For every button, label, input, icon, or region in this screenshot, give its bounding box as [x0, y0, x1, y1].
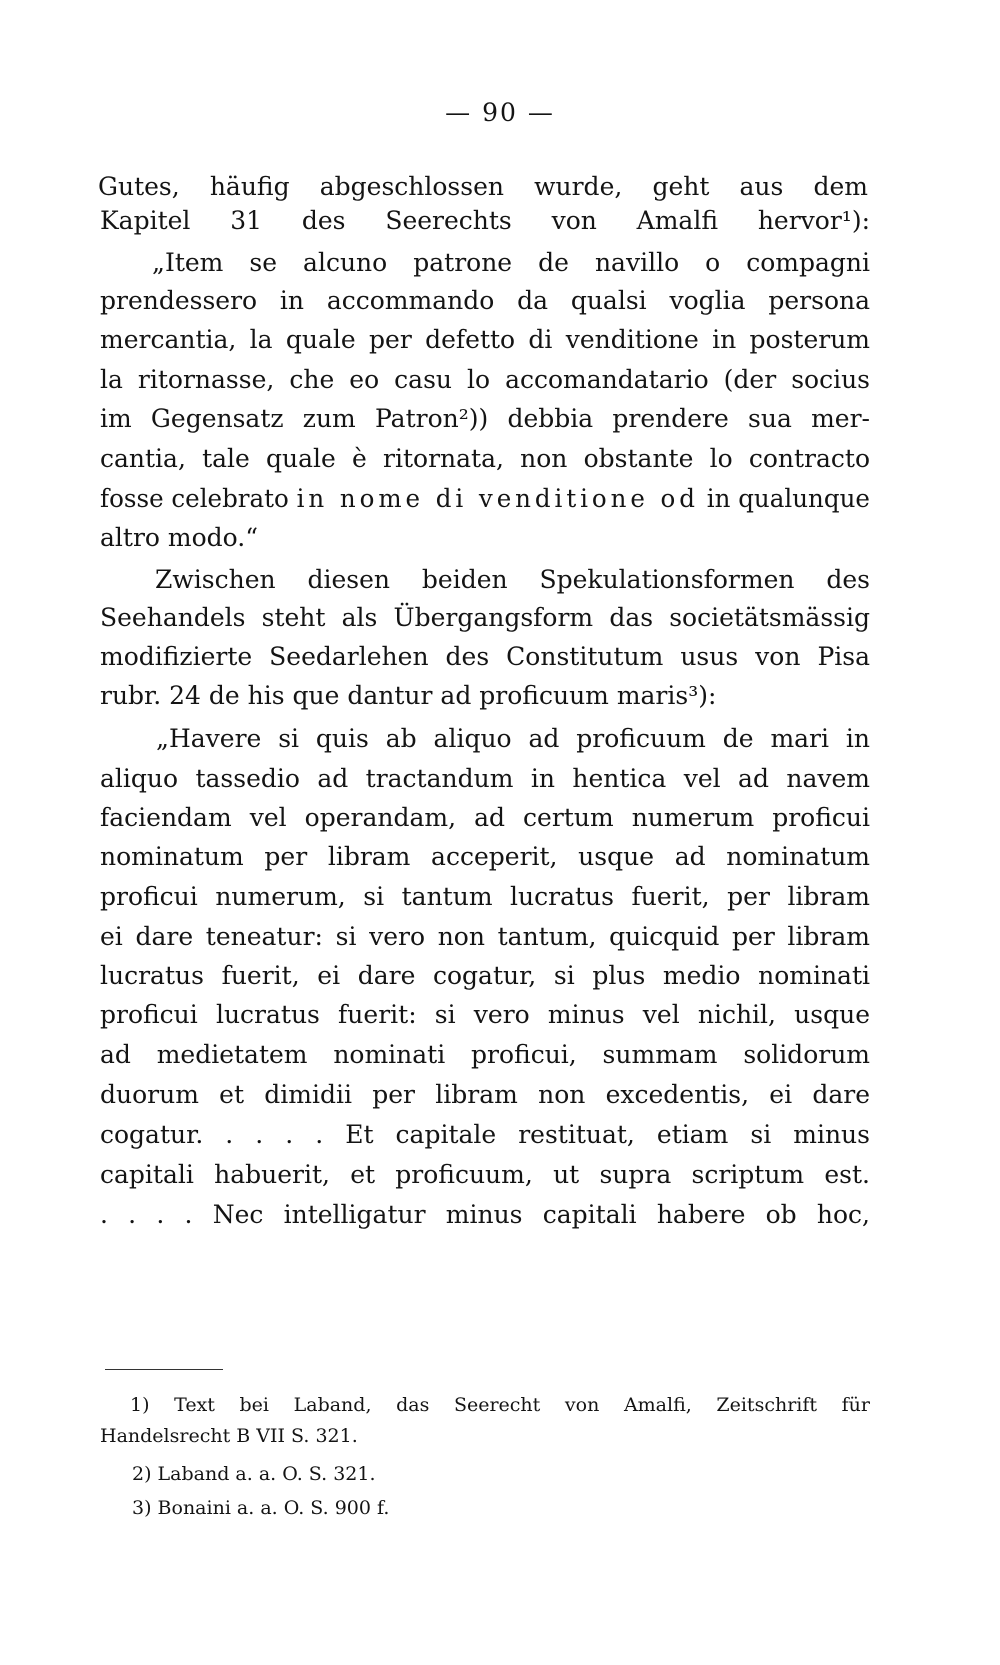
text-line: . . . . Nec intelligatur minus capitali habere ob hoc, — [100, 1200, 870, 1229]
text-line: cogatur. . . . . Et capitale restituat, etiam si minus — [100, 1120, 870, 1149]
text-line-spaced: fosse celebrato in nome di venditione od in qualunque — [100, 484, 870, 513]
text-line: altro modo.“ — [100, 523, 258, 552]
text-line: la ritornasse, che eo casu lo accomandatario (der socius — [100, 365, 870, 394]
text-line: cantia, tale quale è ritornata, non obstante lo contracto — [100, 444, 870, 473]
text-line: aliquo tassedio ad tractandum in hentica vel ad navem — [100, 764, 870, 793]
text-line: mercantia, la quale per defetto di venditione in posterum — [100, 325, 870, 354]
text-line: Gutes, häufig abgeschlossen wurde, geht aus dem — [98, 172, 868, 201]
text-line: „Item se alcuno patrone de navillo o compagni — [152, 248, 870, 277]
text-line: lucratus fuerit, ei dare cogatur, si plus medio nominati — [100, 961, 870, 990]
page-number: — 90 — — [445, 98, 555, 127]
footnote: 1) Text bei Laband, das Seerecht von Amalfi, Zeitschrift für — [130, 1394, 870, 1416]
text-line: rubr. 24 de his que dantur ad proficuum maris³): — [100, 681, 717, 710]
footnote-divider — [105, 1369, 223, 1370]
text-line: nominatum per libram acceperit, usque ad nominatum — [100, 842, 870, 871]
text-line: faciendam vel operandam, ad certum numerum proficui — [100, 803, 870, 832]
text-line: Zwischen diesen beiden Spekulationsformen des — [155, 565, 870, 594]
text-line: Kapitel 31 des Seerechts von Amalfi hervor¹): — [100, 206, 870, 235]
text-line: modifizierte Seedarlehen des Constitutum usus von Pisa — [100, 642, 870, 671]
text-line: im Gegensatz zum Patron²)) debbia prendere sua mer- — [100, 404, 870, 433]
text-line: duorum et dimidii per libram non excedentis, ei dare — [100, 1080, 870, 1109]
footnote: 3) Bonaini a. a. O. S. 900 f. — [132, 1497, 390, 1519]
text-line: proficui numerum, si tantum lucratus fuerit, per libram — [100, 882, 870, 911]
spaced-emphasis-text: in nome di venditione od — [296, 484, 699, 513]
text-line: proficui lucratus fuerit: si vero minus vel nichil, usque — [100, 1000, 870, 1029]
text-line: ad medietatem nominati proficui, summam solidorum — [100, 1040, 870, 1069]
text-line: „Havere si quis ab aliquo ad proficuum de mari in — [156, 724, 870, 753]
text-line: capitali habuerit, et proficuum, ut supra scriptum est. — [100, 1160, 870, 1189]
text-line: prendessero in accommando da qualsi voglia persona — [100, 286, 870, 315]
footnote: 2) Laband a. a. O. S. 321. — [132, 1463, 376, 1485]
text-line: ei dare teneatur: si vero non tantum, quicquid per libram — [100, 922, 870, 951]
footnote-continuation: Handelsrecht B VII S. 321. — [100, 1425, 358, 1447]
text-line: Seehandels steht als Übergangsform das societätsmässig — [100, 603, 870, 632]
